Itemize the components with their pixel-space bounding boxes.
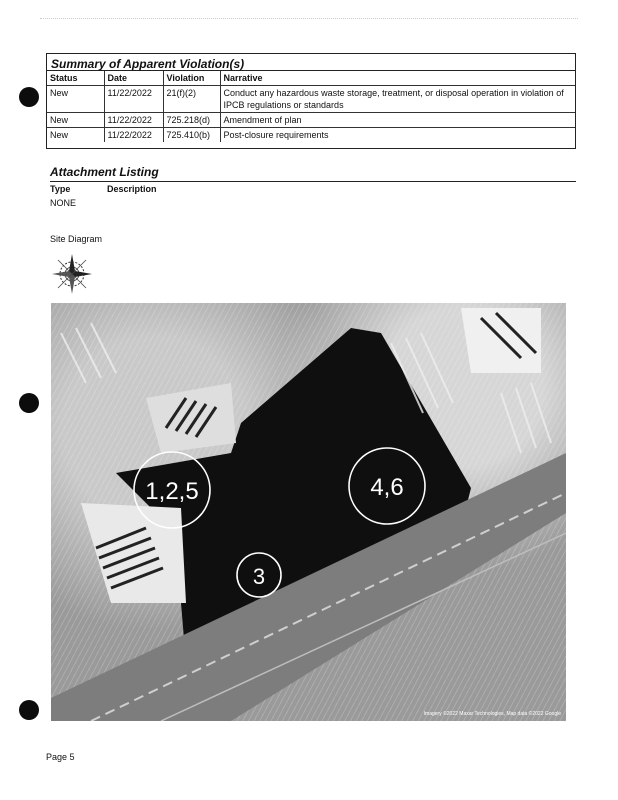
compass-rose-icon: [50, 252, 94, 296]
binder-hole: [19, 393, 39, 413]
cell-violation: 21(f)(2): [163, 86, 220, 113]
cell-narrative: Conduct any hazardous waste storage, treatment, or disposal operation in violation of IPCB regulations or standards: [220, 86, 575, 113]
violations-title: Summary of Apparent Violation(s): [47, 54, 575, 71]
table-header-row: [47, 71, 575, 86]
violations-summary: [46, 53, 576, 149]
cell-narrative: Amendment of plan: [220, 113, 575, 128]
site-diagram-label: Site Diagram: [50, 234, 103, 244]
table-row: [47, 128, 575, 143]
scan-artifact-line: [40, 18, 578, 19]
marker-label-3: 3: [252, 564, 266, 589]
header-violation: Violation: [163, 71, 220, 86]
marker-label-1-2-5: 1,2,5: [145, 478, 199, 505]
page-number: Page 5: [46, 752, 75, 762]
attachment-type-value: NONE: [50, 198, 77, 208]
site-aerial-photo: [51, 303, 566, 721]
header-date: Date: [104, 71, 163, 86]
attachment-type-header: Type: [50, 184, 71, 194]
cell-date: 11/22/2022: [104, 128, 163, 143]
cell-narrative: Post-closure requirements: [220, 128, 575, 143]
binder-hole: [19, 87, 39, 107]
cell-violation: 725.410(b): [163, 128, 220, 143]
cell-date: 11/22/2022: [104, 86, 163, 113]
table-row: [47, 86, 575, 113]
cell-status: New: [47, 86, 104, 113]
marker-label-4-6: 4,6: [370, 474, 404, 501]
cell-status: New: [47, 128, 104, 143]
attachment-description-header: Description: [107, 184, 157, 194]
table-row: [47, 113, 575, 128]
aerial-imagery: [51, 303, 566, 721]
attachment-listing-title: Attachment Listing: [50, 165, 576, 182]
cell-status: New: [47, 113, 104, 128]
header-narrative: Narrative: [220, 71, 575, 86]
header-status: Status: [47, 71, 104, 86]
imagery-credit: Imagery ©2022 Maxar Technologies, Map data ©2022 Google: [423, 711, 561, 717]
cell-violation: 725.218(d): [163, 113, 220, 128]
cell-date: 11/22/2022: [104, 113, 163, 128]
violations-table: [47, 71, 575, 142]
binder-hole: [19, 700, 39, 720]
